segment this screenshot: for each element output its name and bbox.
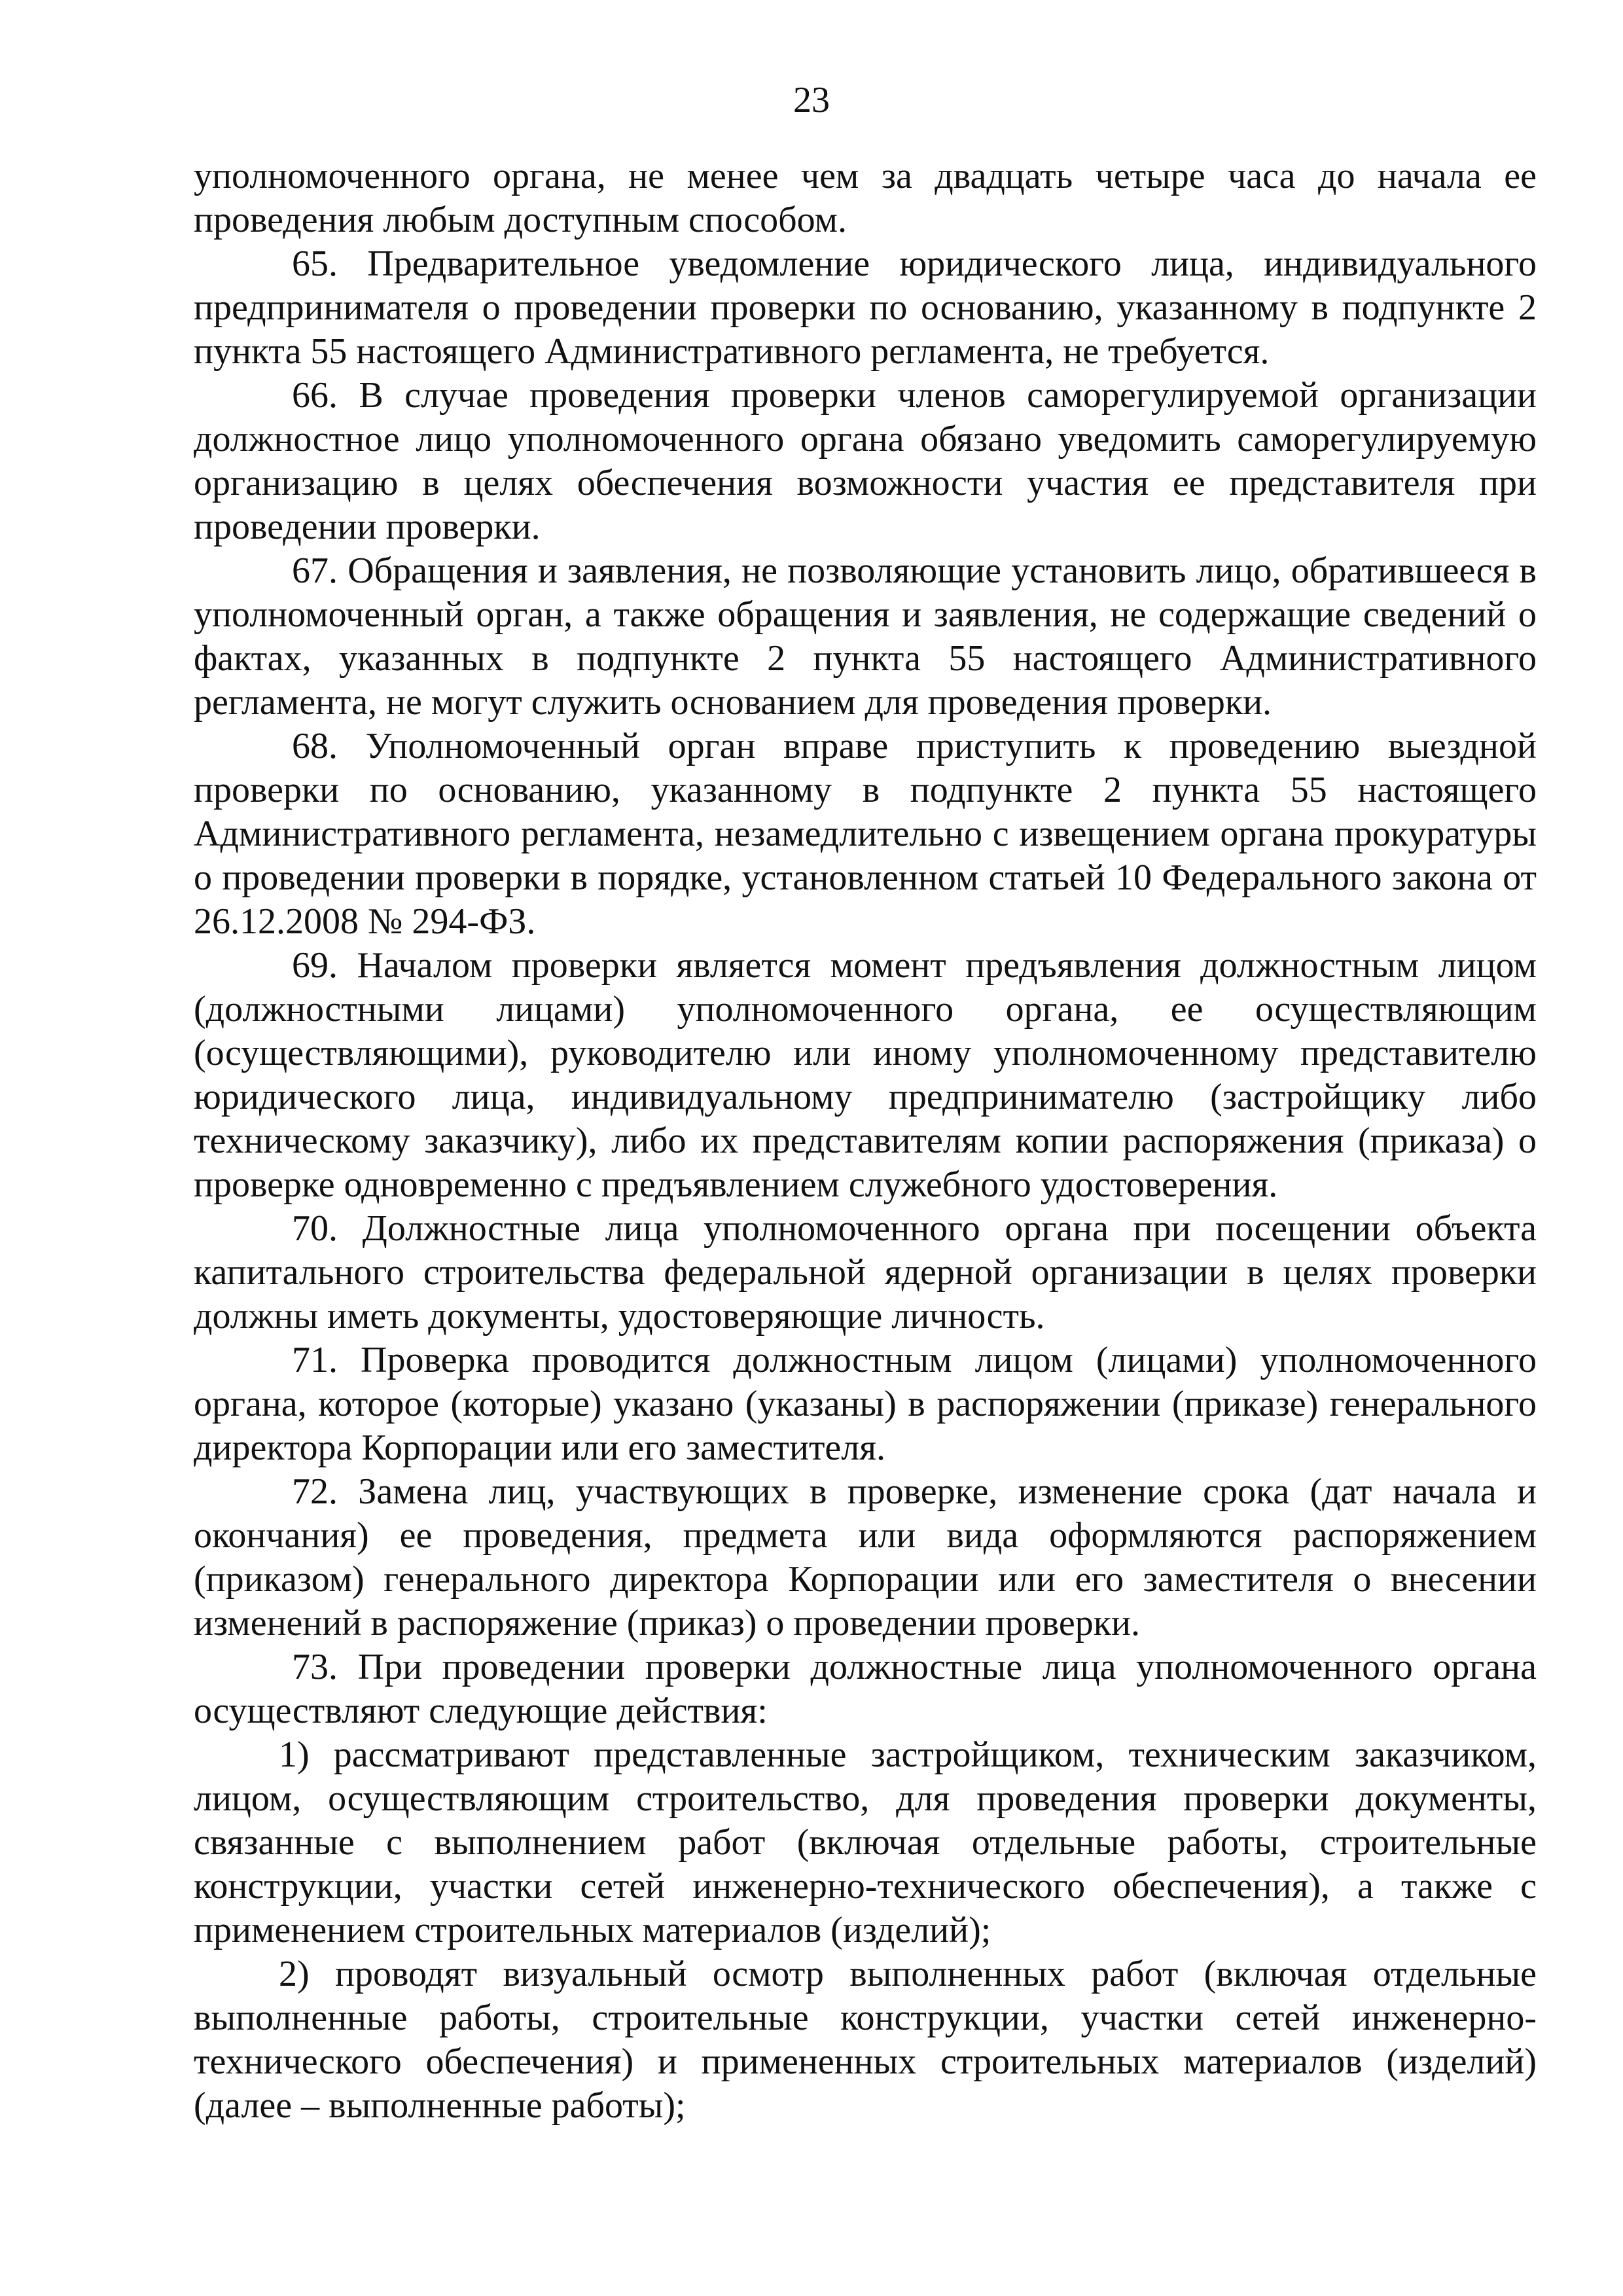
- paragraph-67: 67. Обращения и заявления, не позволяющие установить лицо, обратившееся в уполномоченный орган, а также обращения и заявления, не содержащие сведений о фактах, указанных в подпункте 2 пункта 55 настоящего Административного регламента, не могут служить основанием для проведения проверки.: [194, 550, 1537, 723]
- paragraph-73: 73. При проведении проверки должностные лица уполномоченного органа осуществляют следующие действия:: [194, 1647, 1537, 1731]
- paragraph-68: 68. Уполномоченный орган вправе приступить к проведению выездной проверки по основанию, указанному в подпункте 2 пункта 55 настоящего Административного регламента, незамедлительно с извещением органа прокуратуры о проведении проверки в порядке, установленном статьей 10 Федерального закона от 26.12.2008 № 294-ФЗ.: [194, 726, 1537, 942]
- paragraph-continuation: уполномоченного органа, не менее чем за двадцать четыре часа до начала ее проведения любым доступным способом.: [194, 156, 1537, 240]
- paragraph-66: 66. В случае проведения проверки членов саморегулируемой организации должностное лицо уполномоченного органа обязано уведомить саморегулируемую организацию в целях обеспечения возможности участия ее представителя при проведении проверки.: [194, 375, 1537, 547]
- paragraph-69: 69. Началом проверки является момент предъявления должностным лицом (должностными лицами) уполномоченного органа, ее осуществляющим (осуществляющими), руководителю или иному уполномоченному представителю юридического лица, индивидуальному предпринимателю (застройщику либо техническому заказчику), либо их представителям копии распоряжения (приказа) о проверке одновременно с предъявлением служебного удостоверения.: [194, 945, 1537, 1205]
- paragraph-70: 70. Должностные лица уполномоченного органа при посещении объекта капитального строительства федеральной ядерной организации в целях проверки должны иметь документы, удостоверяющие личность.: [194, 1208, 1537, 1336]
- document-body: [194, 154, 1537, 2128]
- page-number: 23: [793, 80, 830, 120]
- paragraph-73-item-2: 2) проводят визуальный осмотр выполненных работ (включая отдельные выполненные работы, строительные конструкции, участки сетей инженерно-технического обеспечения) и примененных строительных материалов (изделий) (далее – выполненные работы);: [194, 1954, 1537, 2126]
- paragraph-72: 72. Замена лиц, участвующих в проверке, изменение срока (дат начала и окончания) ее проведения, предмета или вида оформляются распоряжением (приказом) генерального директора Корпорации или его заместителя о внесении изменений в распоряжение (приказ) о проведении проверки.: [194, 1471, 1537, 1643]
- paragraph-65: 65. Предварительное уведомление юридического лица, индивидуального предпринимателя о проведении проверки по основанию, указанному в подпункте 2 пункта 55 настоящего Административного регламента, не требуется.: [194, 243, 1537, 372]
- paragraph-71: 71. Проверка проводится должностным лицом (лицами) уполномоченного органа, которое (которые) указано (указаны) в распоряжении (приказе) генерального директора Корпорации или его заместителя.: [194, 1340, 1537, 1468]
- paragraph-73-item-1: 1) рассматривают представленные застройщиком, техническим заказчиком, лицом, осуществляющим строительство, для проведения проверки документы, связанные с выполнением работ (включая отдельные работы, строительные конструкции, участки сетей инженерно-технического обеспечения), а также с применением строительных материалов (изделий);: [194, 1734, 1537, 1950]
